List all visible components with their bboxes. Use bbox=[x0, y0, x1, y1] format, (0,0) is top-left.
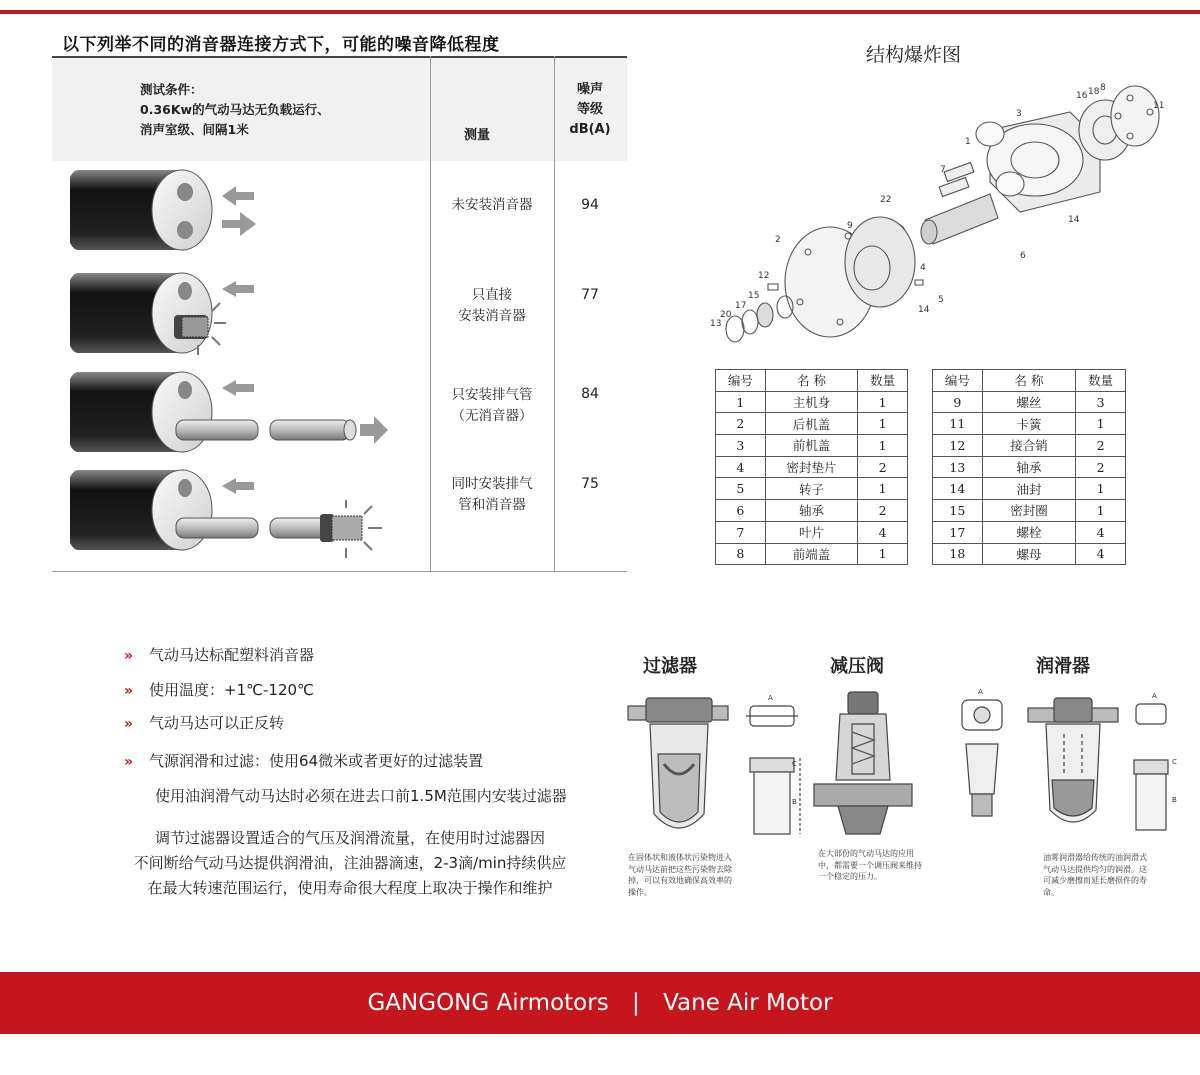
parts-table-left bbox=[715, 369, 908, 565]
dimension-label: B bbox=[792, 798, 797, 806]
noise-value: 75 bbox=[581, 476, 599, 492]
table-row bbox=[716, 391, 908, 413]
part-name: 螺栓 bbox=[982, 521, 1075, 543]
callout-20: 20 bbox=[720, 310, 732, 320]
part-qty: 2 bbox=[858, 500, 908, 522]
measure-cell bbox=[430, 385, 554, 427]
measure-line: （无消音器） bbox=[451, 408, 533, 424]
top-accent-bar bbox=[0, 10, 1200, 14]
noise-value: 77 bbox=[581, 287, 599, 303]
filter-note: 在固体状和液体状污染物进入气动马达前把这些污染物去除掉，可以有效地确保高效率的操作。 bbox=[628, 853, 732, 897]
part-name: 叶片 bbox=[765, 521, 857, 543]
part-qty: 1 bbox=[858, 391, 908, 413]
callout-9: 9 bbox=[847, 221, 853, 231]
feature-bullet bbox=[124, 679, 314, 700]
part-qty: 4 bbox=[1076, 521, 1126, 543]
measure-line: 只直接 bbox=[471, 287, 513, 303]
paragraph-line: 调节过滤器设置适合的气压及润滑流量，在使用时过滤器因 bbox=[154, 829, 545, 847]
callout-3: 3 bbox=[1016, 109, 1022, 119]
callout-12: 12 bbox=[758, 271, 770, 281]
motor-no-muffler bbox=[70, 170, 256, 250]
measure-line: 同时安装排气 bbox=[451, 476, 533, 492]
bullet-text: 使用温度：+1℃-120℃ bbox=[149, 681, 314, 699]
part-qty: 3 bbox=[1076, 391, 1126, 413]
table-row bbox=[933, 413, 1126, 435]
part-name: 前机盖 bbox=[765, 435, 857, 457]
table-row bbox=[716, 413, 908, 435]
bullet-marker: » bbox=[124, 683, 134, 699]
part-number: 4 bbox=[716, 456, 766, 478]
exploded-view-title: 结构爆炸图 bbox=[866, 44, 962, 66]
callout-14b: 14 bbox=[1068, 215, 1080, 225]
part-number: 1 bbox=[716, 391, 766, 413]
measure-line: 未安装消音器 bbox=[451, 197, 533, 213]
noise-table bbox=[52, 56, 627, 571]
table-row bbox=[933, 391, 1126, 413]
header-line: 噪声 bbox=[576, 82, 603, 97]
table-row bbox=[933, 521, 1126, 543]
filter-title: 过滤器 bbox=[643, 656, 697, 677]
part-name: 后机盖 bbox=[765, 413, 857, 435]
table-row bbox=[716, 435, 908, 457]
callout-4: 4 bbox=[920, 263, 926, 273]
part-name: 密封圈 bbox=[982, 500, 1075, 522]
header-line: dB(A) bbox=[569, 122, 611, 137]
part-qty: 1 bbox=[1076, 478, 1126, 500]
callout-18: 18 bbox=[1088, 87, 1100, 97]
measure-header: 测量 bbox=[464, 128, 491, 143]
callout-17: 17 bbox=[735, 301, 747, 311]
exploded-view-drawing bbox=[690, 72, 1170, 362]
part-qty: 1 bbox=[858, 435, 908, 457]
part-number: 18 bbox=[933, 543, 983, 565]
bullet-marker: » bbox=[124, 648, 134, 664]
test-conditions bbox=[140, 80, 330, 140]
table-row bbox=[716, 543, 908, 565]
part-qty: 1 bbox=[1076, 500, 1126, 522]
part-number: 2 bbox=[716, 413, 766, 435]
measure-cell bbox=[430, 474, 554, 516]
part-qty: 2 bbox=[858, 456, 908, 478]
part-name: 卡簧 bbox=[982, 413, 1075, 435]
part-name: 油封 bbox=[982, 478, 1075, 500]
dimension-label: B bbox=[1172, 796, 1177, 804]
regulator-note: 在大部份的气动马达的应用中，都需要一个调压阀来维持一个稳定的压力。 bbox=[818, 849, 922, 881]
part-qty: 2 bbox=[1076, 435, 1126, 457]
footer-brand: GANGONG Airmotors bbox=[367, 990, 609, 1016]
part-name: 前端盖 bbox=[765, 543, 857, 565]
part-name: 螺丝 bbox=[982, 391, 1075, 413]
table-row bbox=[716, 456, 908, 478]
feature-bullet bbox=[124, 712, 284, 733]
motor-with-pipe-and-muffler bbox=[70, 470, 382, 558]
measure-line: 管和消音器 bbox=[458, 497, 526, 513]
table-row bbox=[933, 435, 1126, 457]
part-number: 9 bbox=[933, 391, 983, 413]
table-row bbox=[716, 500, 908, 522]
condition-line: 测试条件： bbox=[140, 82, 203, 97]
part-number: 3 bbox=[716, 435, 766, 457]
dimension-label: C bbox=[792, 760, 797, 768]
part-name: 转子 bbox=[765, 478, 857, 500]
callout-22: 22 bbox=[880, 195, 892, 205]
dimension-label: A bbox=[1152, 692, 1157, 700]
callout-5: 5 bbox=[938, 295, 944, 305]
footer-text bbox=[0, 972, 1200, 1034]
noise-section-title: 以下列举不同的消音器连接方式下，可能的噪音降低程度 bbox=[62, 35, 500, 55]
condition-line: 0.36Kw的气动马达无负载运行、 bbox=[140, 102, 330, 117]
measure-line: 安装消音器 bbox=[458, 308, 526, 324]
lubricator-drawing bbox=[948, 684, 1178, 844]
part-number: 11 bbox=[933, 413, 983, 435]
motor-with-exhaust-pipe bbox=[70, 372, 388, 452]
paragraph-line: 不间断给气动马达提供润滑油，注油器滴速，2-3滴/min持续供应 bbox=[133, 854, 567, 872]
noise-table-header bbox=[52, 56, 627, 162]
column-header: 编号 bbox=[933, 370, 983, 392]
part-number: 7 bbox=[716, 521, 766, 543]
noise-value: 94 bbox=[581, 197, 599, 213]
part-qty: 2 bbox=[1076, 456, 1126, 478]
part-number: 8 bbox=[716, 543, 766, 565]
regulator-title: 减压阀 bbox=[830, 656, 884, 677]
bullet-marker: » bbox=[124, 754, 134, 770]
callout-8: 8 bbox=[1100, 83, 1106, 93]
callout-7: 7 bbox=[940, 165, 946, 175]
part-number: 5 bbox=[716, 478, 766, 500]
parts-table-right bbox=[932, 369, 1126, 565]
table-row bbox=[716, 521, 908, 543]
callout-11: 11 bbox=[1153, 101, 1165, 111]
column-header: 名 称 bbox=[765, 370, 857, 392]
bullet-text: 气动马达标配塑料消音器 bbox=[149, 646, 315, 664]
bullet-text: 气动马达可以正反转 bbox=[149, 714, 285, 732]
noise-level-header bbox=[554, 80, 626, 140]
part-name: 轴承 bbox=[765, 500, 857, 522]
part-name: 接合销 bbox=[982, 435, 1075, 457]
callout-16: 16 bbox=[1076, 91, 1088, 101]
column-header: 名 称 bbox=[982, 370, 1075, 392]
part-qty: 1 bbox=[858, 478, 908, 500]
callout-6: 6 bbox=[1020, 251, 1026, 261]
part-qty: 4 bbox=[858, 521, 908, 543]
table-row bbox=[933, 500, 1126, 522]
column-header: 编号 bbox=[716, 370, 766, 392]
table-row bbox=[933, 478, 1126, 500]
part-qty: 4 bbox=[1076, 543, 1126, 565]
callout-14: 14 bbox=[918, 305, 930, 315]
bullet-text: 气源润滑和过滤：使用64微米或者更好的过滤装置 bbox=[149, 752, 484, 770]
motor-with-muffler bbox=[70, 273, 254, 355]
measure-cell bbox=[430, 285, 554, 327]
bullet-marker: » bbox=[124, 716, 134, 732]
muffler-illustrations bbox=[70, 164, 410, 569]
condition-line: 消声室级、间隔1米 bbox=[140, 122, 249, 137]
feature-bullet bbox=[124, 644, 314, 665]
measure-cell bbox=[430, 195, 554, 216]
part-number: 17 bbox=[933, 521, 983, 543]
callout-15: 15 bbox=[748, 291, 760, 301]
table-row bbox=[716, 478, 908, 500]
callout-2: 2 bbox=[775, 235, 781, 245]
table-row bbox=[933, 543, 1126, 565]
lubricator-note: 油雾润滑器给传统的油润滑式气动马达提供均匀的润滑。这可减少磨擦而延长磨损件的寿命。 bbox=[1043, 853, 1147, 897]
regulator-drawing bbox=[808, 684, 918, 844]
paragraph-line: 在最大转速范围运行，使用寿命很大程度上取决于操作和维护 bbox=[147, 879, 553, 897]
part-qty: 1 bbox=[858, 543, 908, 565]
part-number: 12 bbox=[933, 435, 983, 457]
feature-bullet bbox=[124, 750, 483, 771]
callout-1: 1 bbox=[965, 137, 971, 147]
bullet-continuation: 使用油润滑气动马达时必须在进去口前1.5M范围内安装过滤器 bbox=[155, 787, 567, 805]
part-name: 密封垫片 bbox=[765, 456, 857, 478]
part-qty: 1 bbox=[858, 413, 908, 435]
header-line: 等级 bbox=[576, 102, 603, 117]
column-header: 数量 bbox=[858, 370, 908, 392]
lubricator-title: 润滑器 bbox=[1036, 656, 1090, 677]
part-number: 6 bbox=[716, 500, 766, 522]
maintenance-paragraph bbox=[60, 826, 640, 901]
table-header-row bbox=[716, 370, 908, 392]
filter-drawing bbox=[624, 684, 804, 849]
dimension-label: C bbox=[1172, 758, 1177, 766]
part-qty: 1 bbox=[1076, 413, 1126, 435]
footer-separator: | bbox=[632, 990, 640, 1016]
part-name: 主机身 bbox=[765, 391, 857, 413]
part-name: 轴承 bbox=[982, 456, 1075, 478]
part-number: 14 bbox=[933, 478, 983, 500]
column-header: 数量 bbox=[1076, 370, 1126, 392]
footer-bar bbox=[0, 972, 1200, 1034]
dimension-label: A bbox=[978, 688, 983, 696]
table-header-row bbox=[933, 370, 1126, 392]
table-row bbox=[933, 456, 1126, 478]
measure-line: 只安装排气管 bbox=[451, 387, 533, 403]
callout-13: 13 bbox=[710, 319, 722, 329]
part-name: 螺母 bbox=[982, 543, 1075, 565]
part-number: 13 bbox=[933, 456, 983, 478]
noise-value: 84 bbox=[581, 386, 599, 402]
dimension-label: A bbox=[768, 694, 773, 702]
part-number: 15 bbox=[933, 500, 983, 522]
footer-product: Vane Air Motor bbox=[663, 990, 833, 1016]
